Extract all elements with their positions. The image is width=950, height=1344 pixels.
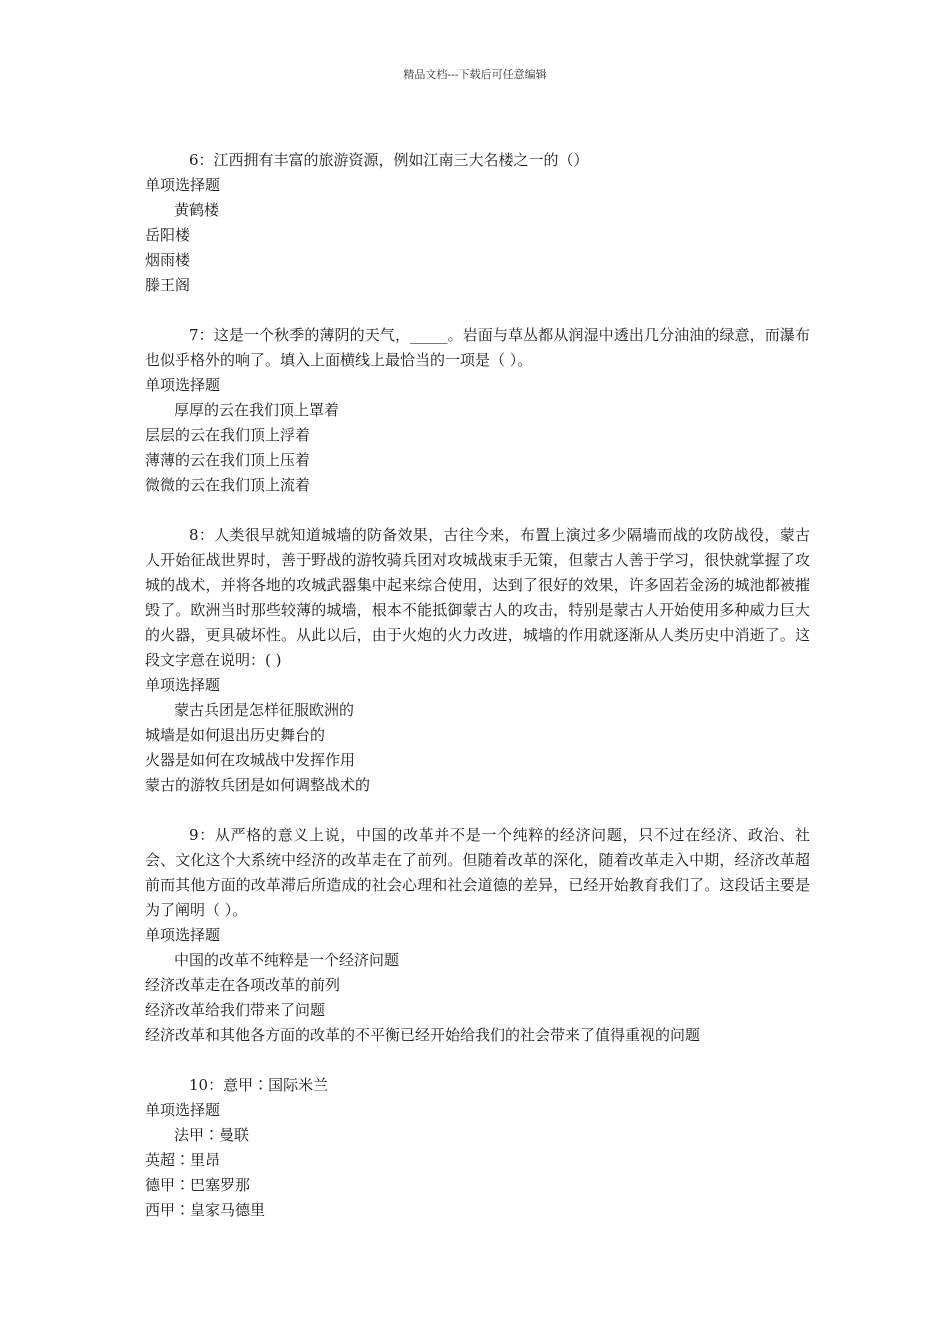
page-header: 精品文档---下载后可任意编辑: [403, 68, 547, 81]
question-type: 单项选择题: [145, 176, 221, 194]
option-a: 黄鹤楼: [174, 201, 220, 219]
option-c: 火器是如何在攻城战中发挥作用: [145, 751, 356, 769]
option-d: 蒙古的游牧兵团是如何调整战术的: [145, 776, 371, 794]
option-a: 中国的改革不纯粹是一个经济问题: [174, 951, 400, 969]
option-c: 经济改革给我们带来了问题: [145, 1001, 326, 1019]
question-type: 单项选择题: [145, 1101, 221, 1119]
option-d: 滕王阁: [145, 276, 191, 294]
option-c: 德甲∶巴塞罗那: [145, 1176, 251, 1194]
option-a: 法甲∶曼联: [174, 1126, 250, 1144]
option-c: 烟雨楼: [145, 251, 191, 269]
option-b: 城墙是如何退出历史舞台的: [145, 726, 326, 744]
question-9: [145, 823, 810, 1048]
option-d: 经济改革和其他各方面的改革的不平衡已经开始给我们的社会带来了值得重视的问题: [145, 1026, 701, 1044]
question-type: 单项选择题: [145, 376, 221, 394]
option-b: 英超∶里昂: [145, 1151, 221, 1169]
question-type: 单项选择题: [145, 926, 221, 944]
option-d: 微微的云在我们顶上流着: [145, 476, 311, 494]
question-8: [145, 523, 810, 798]
question-stem: 6：江西拥有丰富的旅游资源，例如江南三大名楼之一的（）: [189, 151, 589, 169]
question-stem: 10：意甲∶国际米兰: [189, 1076, 329, 1094]
question-6: [145, 148, 810, 298]
document-body: [145, 148, 810, 1248]
question-7: [145, 323, 810, 498]
question-10: [145, 1073, 810, 1223]
option-b: 岳阳楼: [145, 226, 191, 244]
option-a: 蒙古兵团是怎样征服欧洲的: [174, 701, 355, 719]
option-d: 西甲∶皇家马德里: [145, 1201, 266, 1219]
question-type: 单项选择题: [145, 676, 221, 694]
option-c: 薄薄的云在我们顶上压着: [145, 451, 311, 469]
question-stem: 7：这是一个秋季的薄阴的天气，_____。岩面与草丛都从润湿中透出几分油油的绿意，而瀑布也似乎格外的响了。填入上面横线上最恰当的一项是（ ）。: [145, 326, 810, 369]
option-a: 厚厚的云在我们顶上罩着: [174, 401, 340, 419]
question-stem: 9：从严格的意义上说，中国的改革并不是一个纯粹的经济问题，只不过在经济、政治、社会、文化这个大系统中经济的改革走在了前列。但随着改革的深化，随着改革走入中期，经济改革超前而其他方面的改革滞后所造成的社会心理和社会道德的差异，已经开始教育我们了。这段话主要是为了阐明（ ）。: [145, 826, 810, 919]
option-b: 经济改革走在各项改革的前列: [145, 976, 341, 994]
option-b: 层层的云在我们顶上浮着: [145, 426, 311, 444]
question-stem: 8：人类很早就知道城墙的防备效果，古往今来，布置上演过多少隔墙而战的攻防战役，蒙古人开始征战世界时，善于野战的游牧骑兵团对攻城战束手无策，但蒙古人善于学习，很快就掌握了攻城的战术，并将各地的攻城武器集中起来综合使用，达到了很好的效果，许多固若金汤的城池都被摧毁了。欧洲当时那些较薄的城墙，根本不能抵御蒙古人的攻击，特别是蒙古人开始使用多种威力巨大的火器，更具破坏性。从此以后，由于火炮的火力改进，城墙的作用就逐渐从人类历史中消逝了。这段文字意在说明：( ): [145, 526, 810, 669]
